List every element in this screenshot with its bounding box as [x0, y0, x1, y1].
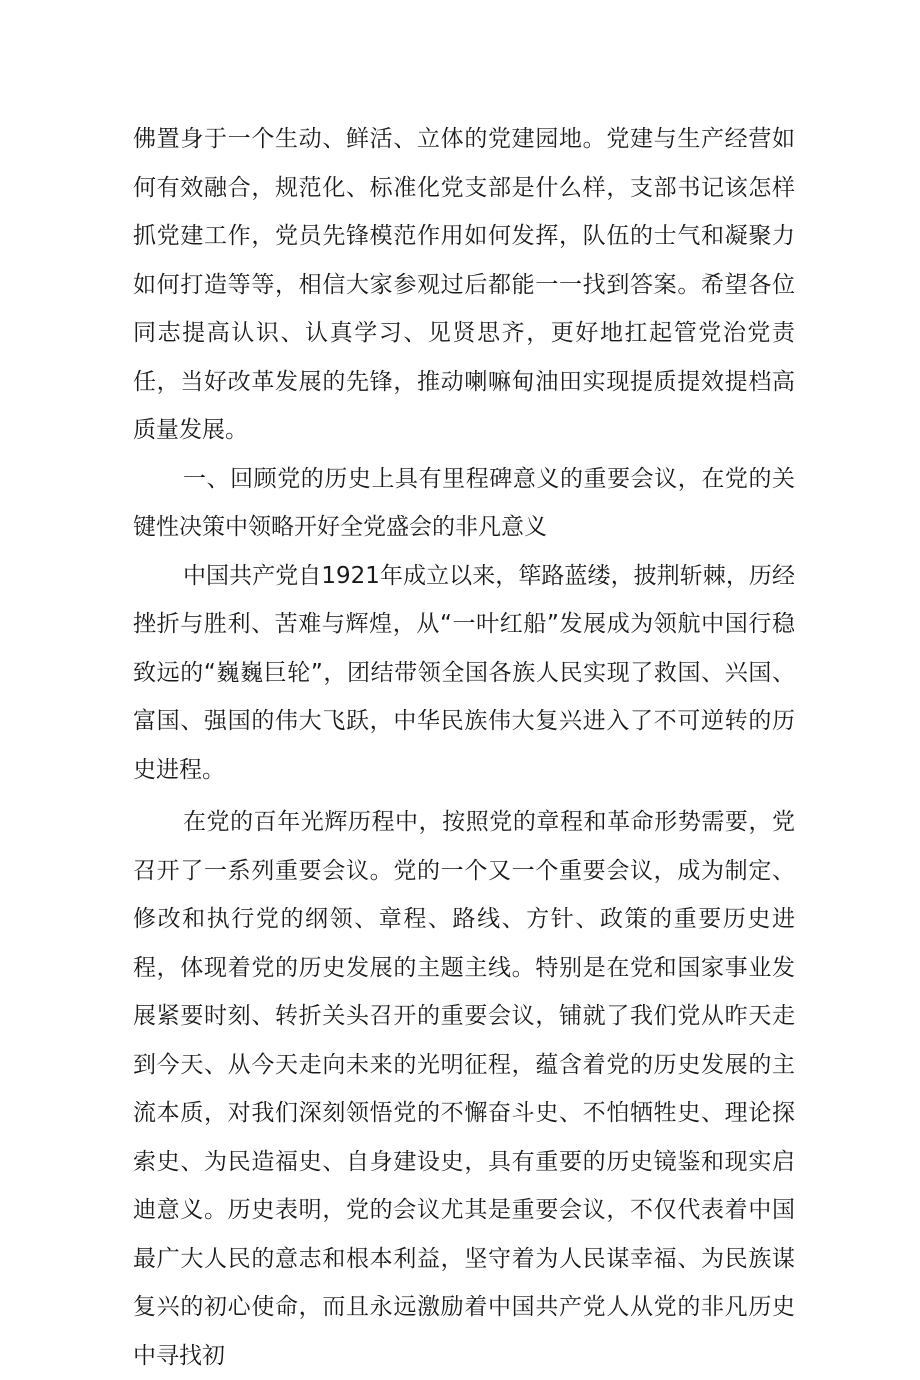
document-body [133, 115, 795, 1380]
paragraph-history: 中国共产党自1921年成立以来，筚路蓝缕，披荆斩棘，历经挫折与胜利、苦难与辉煌，从“一叶红船”发展成为领航中国行稳致远的“巍巍巨轮”，团结带领全国各族人民实现了救国、兴国、富国、强国的伟大飞跃，中华民族伟大复兴进入了不可逆转的历史进程。 [133, 562, 795, 783]
section-heading: 一、回顾党的历史上具有里程碑意义的重要会议，在党的关键性决策中领略开好全党盛会的非凡意义 [133, 465, 795, 540]
paragraph-meetings: 在党的百年光辉历程中，按照党的章程和革命形势需要，党召开了一系列重要会议。党的一个又一个重要会议，成为制定、修改和执行党的纲领、章程、路线、方针、政策的重要历史进程，体现着党的历史发展的主题主线。特别是在党和国家事业发展紧要时刻、转折关头召开的重要会议，铺就了我们党从昨天走到今天、从今天走向未来的光明征程，蕴含着党的历史发展的主流本质，对我们深刻领悟党的不懈奋斗史、不怕牺牲史、理论探索史、为民造福史、自身建设史，具有重要的历史镜鉴和现实启迪意义。历史表明，党的会议尤其是重要会议，不仅代表着中国最广大人民的意志和根本利益，坚守着为人民谋幸福、为民族谋复兴的初心使命，而且永远激励着中国共产党人从党的非凡历史中寻找初 [133, 809, 795, 1369]
paragraph-continuation: 佛置身于一个生动、鲜活、立体的党建园地。党建与生产经营如何有效融合，规范化、标准化党支部是什么样，支部书记该怎样抓党建工作，党员先锋模范作用如何发挥，队伍的士气和凝聚力如何打造等等，相信大家参观过后都能一一找到答案。希望各位同志提高认识、认真学习、见贤思齐，更好地扛起管党治党责任，当好改革发展的先锋，推动喇嘛甸油田实现提质提效提档高质量发展。 [133, 126, 795, 443]
